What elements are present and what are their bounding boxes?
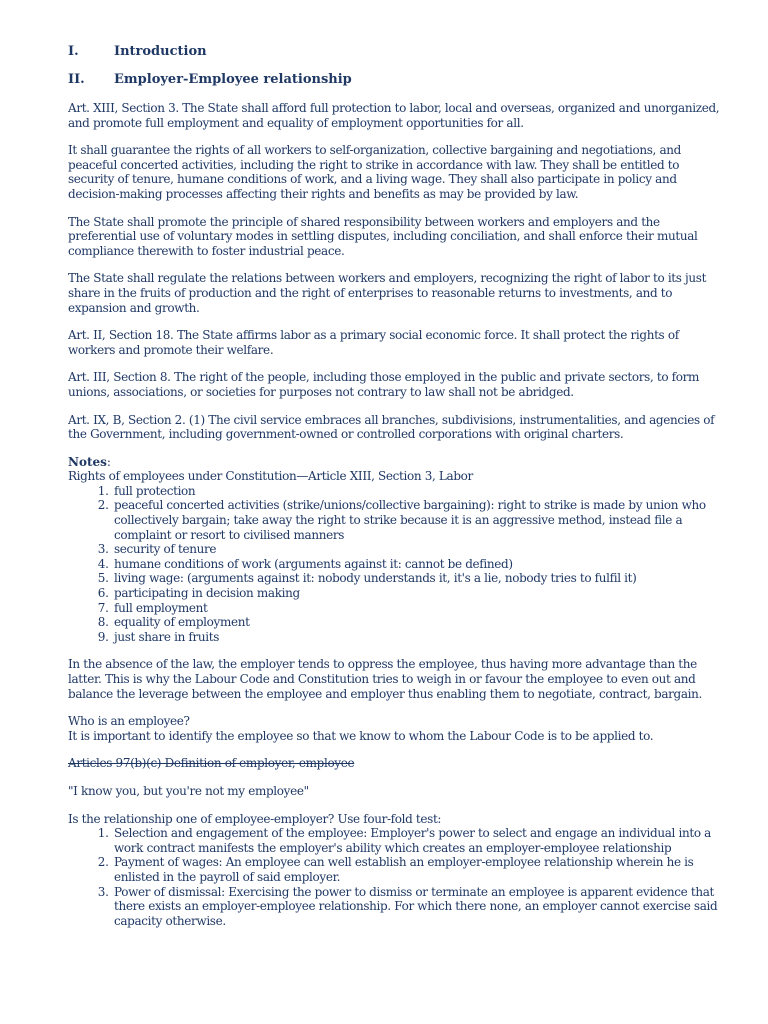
- list-item: 1. full protection: [112, 484, 724, 499]
- heading-text: Introduction: [114, 44, 207, 59]
- list-item: 5. living wage: (arguments against it: nobody understands it, it's a lie, nobody tries to fulfil it): [112, 571, 724, 586]
- notes-subtitle: Rights of employees under Constitution—Article XIII, Section 3, Labor: [68, 469, 473, 484]
- who-answer: It is important to identify the employee so that we know to whom the Labour Code is to be applied to.: [68, 728, 654, 743]
- list-item: 2. peaceful concerted activities (strike/unions/collective bargaining): right to strike is made by union who collectively bargain; take away the right to strike because it is an aggressive method, instead file a complaint or resort to civilised manners: [112, 498, 724, 542]
- paragraph-art-iii: Art. III, Section 8. The right of the people, including those employed in the public and private sectors, to form unions, associations, or societies for purposes not contrary to law shall not be abridged.: [68, 370, 700, 399]
- notes-colon: :: [106, 454, 111, 469]
- list-item: 3. Power of dismissal: Exercising the power to dismiss or terminate an employee is apparent evidence that there exists an employer-employee relationship. For which there none, an employer cannot exercise said capacity otherwise.: [112, 885, 724, 929]
- heading-number: I.: [68, 44, 79, 59]
- struck-article-heading: Articles 97(b)(c) Definition of employer, employee: [68, 756, 355, 771]
- heading-number: II.: [68, 72, 85, 87]
- paragraph-art-xiii: Art. XIII, Section 3. The State shall afford full protection to labor, local and overseas, organized and unorganized, and promote full employment and equality of employment opportunities for all.: [68, 101, 720, 130]
- list-item: 8. equality of employment: [112, 615, 724, 630]
- heading-text: Employer-Employee relationship: [114, 72, 352, 87]
- paragraph-guarantee-rights: It shall guarantee the rights of all workers to self-organization, collective bargaining and negotiations, and peaceful concerted activities, including the right to strike in accordance with law. They shall be entitled to security of tenure, humane conditions of work, and a living wage. They shall also participate in policy and decision-making processes affecting their rights and benefits as may be provided by law.: [68, 143, 681, 201]
- list-item: 9. just share in fruits: [112, 630, 724, 645]
- notes-heading: [68, 455, 724, 470]
- quote-line: "I know you, but you're not my employee": [68, 783, 309, 798]
- notes-title: Notes: [68, 454, 107, 469]
- paragraph-absence-of-law: In the absence of the law, the employer tends to oppress the employee, thus having more advantage than the latter. This is why the Labour Code and Constitution tries to weigh in or favour the employee to even out and balance the leverage between the employee and employer thus enabling them to negotiate, contract, bargain.: [68, 657, 702, 701]
- notes-list: [68, 484, 724, 645]
- fourfold-intro: Is the relationship one of employee-employer? Use four-fold test:: [68, 811, 442, 826]
- paragraph-regulate-relations: The State shall regulate the relations between workers and employers, recognizing the right of labor to its just share in the fruits of production and the right of enterprises to reasonable returns to investments, and to expansion and growth.: [68, 271, 707, 315]
- who-question: Who is an employee?: [68, 714, 190, 729]
- list-item: 1. Selection and engagement of the employee: Employer's power to select and engage an individual into a work contract manifests the employer's ability which creates an employer-employee relationship: [112, 826, 724, 855]
- list-item: 7. full employment: [112, 601, 724, 616]
- section-heading-employer-employee: [68, 72, 724, 88]
- fourfold-list: [68, 826, 724, 928]
- section-heading-introduction: [68, 44, 724, 60]
- paragraph-art-ix: Art. IX, B, Section 2. (1) The civil service embraces all branches, subdivisions, instrumentalities, and agencies of the Government, including government-owned or controlled corporations with original charters.: [68, 412, 715, 442]
- paragraph-art-ii: Art. II, Section 18. The State affirms labor as a primary social economic force. It shall protect the rights of workers and promote their welfare.: [68, 328, 679, 357]
- list-item: 4. humane conditions of work (arguments against it: cannot be defined): [112, 557, 724, 572]
- list-item: 6. participating in decision making: [112, 586, 724, 601]
- list-item: 2. Payment of wages: An employee can well establish an employer-employee relationship wherein he is enlisted in the payroll of said employer.: [112, 855, 724, 884]
- paragraph-shared-responsibility: The State shall promote the principle of shared responsibility between workers and employers and the preferential use of voluntary modes in settling disputes, including conciliation, and shall enforce their mutual compliance therewith to foster industrial peace.: [68, 214, 698, 258]
- list-item: 3. security of tenure: [112, 542, 724, 557]
